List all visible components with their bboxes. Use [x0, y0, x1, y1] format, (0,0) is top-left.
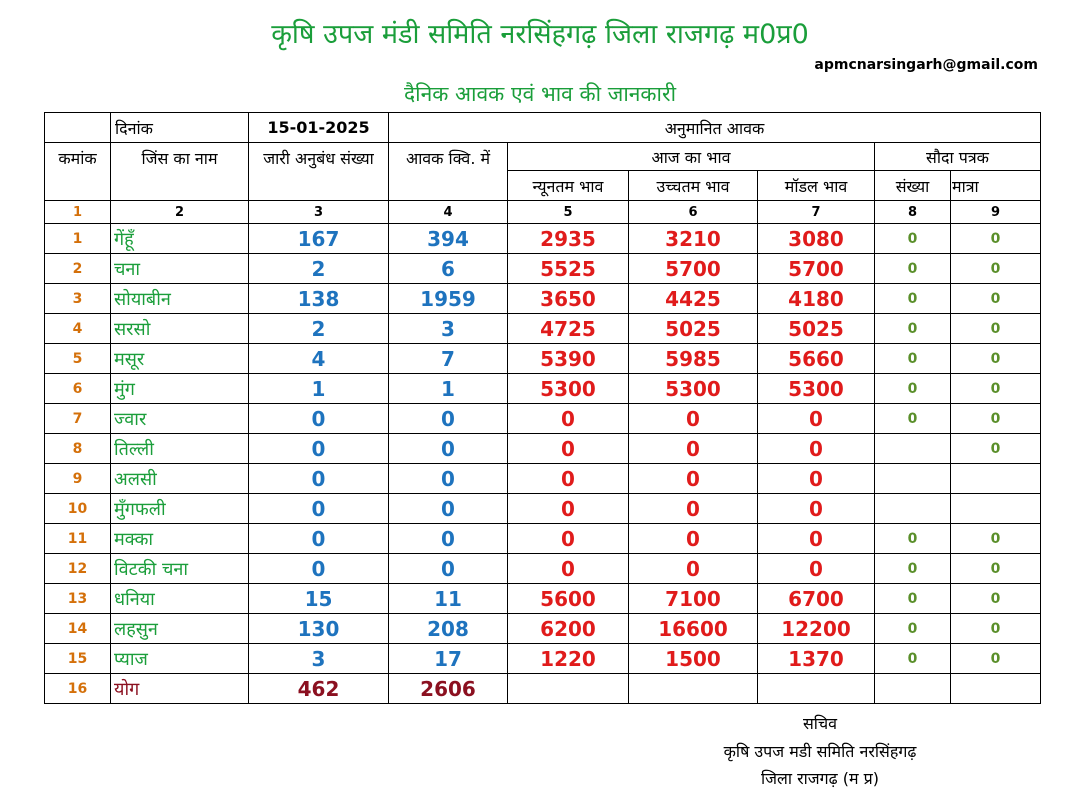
min-price-cell: 2935 [508, 224, 629, 254]
modal-price-cell: 6700 [758, 584, 875, 614]
table-row [45, 554, 1041, 584]
contracts-cell: 0 [249, 524, 389, 554]
table-row [45, 314, 1041, 344]
serial-cell: 12 [45, 554, 111, 584]
modal-price-cell: 0 [758, 494, 875, 524]
footer-designation: सचिव [802, 714, 838, 733]
total-contracts-cell: 462 [249, 674, 389, 704]
serial-cell: 15 [45, 644, 111, 674]
min-price-header: न्यूनतम भाव [508, 171, 629, 201]
commodity-name-cell: लहसुन [111, 614, 249, 644]
contracts-cell: 1 [249, 374, 389, 404]
contracts-cell: 138 [249, 284, 389, 314]
min-price-cell: 1220 [508, 644, 629, 674]
max-price-cell: 5300 [629, 374, 758, 404]
date-value: 15-01-2025 [249, 113, 389, 143]
modal-price-cell: 4180 [758, 284, 875, 314]
header-row-columns [45, 143, 1041, 171]
column-number: 5 [508, 201, 629, 224]
table-row [45, 254, 1041, 284]
arrival-cell: 1 [389, 374, 508, 404]
contracts-header: जारी अनुबंध संख्या [249, 143, 389, 201]
email-address: apmcnarsingarh@gmail.com [814, 57, 1038, 73]
commodity-name-cell: धनिया [111, 584, 249, 614]
deal-count-cell: 0 [875, 584, 951, 614]
deal-quantity-cell: 0 [951, 374, 1041, 404]
total-row [45, 674, 1041, 704]
modal-price-cell: 0 [758, 524, 875, 554]
arrival-cell: 3 [389, 314, 508, 344]
modal-price-cell: 1370 [758, 644, 875, 674]
column-number: 1 [45, 201, 111, 224]
deal-quantity-cell: 0 [951, 554, 1041, 584]
deal-quantity-cell [951, 494, 1041, 524]
commodity-name-cell: मुंग [111, 374, 249, 404]
min-price-cell: 0 [508, 404, 629, 434]
arrival-cell: 0 [389, 404, 508, 434]
deal-quantity-cell [951, 464, 1041, 494]
serial-header: कमांक [45, 143, 111, 201]
column-number-row [45, 201, 1041, 224]
commodity-name-cell: मक्का [111, 524, 249, 554]
deal-count-cell: 0 [875, 524, 951, 554]
arrival-cell: 1959 [389, 284, 508, 314]
contracts-cell: 4 [249, 344, 389, 374]
contracts-cell: 167 [249, 224, 389, 254]
date-label: दिनांक [111, 113, 249, 143]
contracts-cell: 0 [249, 464, 389, 494]
commodity-name-cell: ज्वार [111, 404, 249, 434]
commodity-name-cell: मसूर [111, 344, 249, 374]
serial-cell: 3 [45, 284, 111, 314]
quantity-header: मात्रा [951, 171, 1041, 201]
max-price-cell: 0 [629, 464, 758, 494]
contracts-cell: 2 [249, 314, 389, 344]
commodity-name-cell: सोयाबीन [111, 284, 249, 314]
serial-cell: 2 [45, 254, 111, 284]
max-price-cell: 0 [629, 434, 758, 464]
deal-quantity-cell: 0 [951, 434, 1041, 464]
deal-count-cell: 0 [875, 644, 951, 674]
min-price-cell: 6200 [508, 614, 629, 644]
max-price-cell: 3210 [629, 224, 758, 254]
max-price-cell: 5985 [629, 344, 758, 374]
deal-count-cell [875, 494, 951, 524]
page-title: कृषि उपज मंडी समिति नरसिंहगढ़ जिला राजगढ़ म0प्र0 [271, 19, 809, 50]
max-price-cell: 0 [629, 494, 758, 524]
commodity-name-cell: तिल्ली [111, 434, 249, 464]
deal-quantity-cell: 0 [951, 524, 1041, 554]
modal-price-cell: 0 [758, 464, 875, 494]
column-number: 9 [951, 201, 1041, 224]
modal-price-cell: 12200 [758, 614, 875, 644]
deal-quantity-cell: 0 [951, 404, 1041, 434]
min-price-cell: 5600 [508, 584, 629, 614]
deal-quantity-cell: 0 [951, 284, 1041, 314]
modal-price-cell: 5660 [758, 344, 875, 374]
arrival-cell: 0 [389, 554, 508, 584]
deal-count-cell: 0 [875, 284, 951, 314]
deal-count-cell: 0 [875, 374, 951, 404]
arrival-cell: 11 [389, 584, 508, 614]
table-row [45, 434, 1041, 464]
footer-organization: कृषि उपज मडी समिति नरसिंहगढ़ [723, 742, 917, 761]
today-price-header: आज का भाव [508, 143, 875, 171]
min-price-cell: 3650 [508, 284, 629, 314]
serial-cell: 1 [45, 224, 111, 254]
modal-price-header: मॉडल भाव [758, 171, 875, 201]
modal-price-cell: 5025 [758, 314, 875, 344]
column-number: 4 [389, 201, 508, 224]
arrival-cell: 208 [389, 614, 508, 644]
max-price-header: उच्चतम भाव [629, 171, 758, 201]
serial-cell: 7 [45, 404, 111, 434]
min-price-cell: 0 [508, 524, 629, 554]
contracts-cell: 2 [249, 254, 389, 284]
max-price-cell: 5025 [629, 314, 758, 344]
table-row [45, 584, 1041, 614]
column-number: 3 [249, 201, 389, 224]
footer-district: जिला राजगढ़ (म प्र) [761, 769, 879, 788]
max-price-cell: 0 [629, 554, 758, 584]
commodity-name-cell: चना [111, 254, 249, 284]
deal-count-cell: 0 [875, 554, 951, 584]
arrival-cell: 0 [389, 524, 508, 554]
deal-count-cell: 0 [875, 344, 951, 374]
deal-quantity-cell: 0 [951, 254, 1041, 284]
serial-cell: 11 [45, 524, 111, 554]
header-row-date [45, 113, 1041, 143]
total-arrival-cell: 2606 [389, 674, 508, 704]
modal-price-cell: 0 [758, 404, 875, 434]
modal-price-cell: 0 [758, 434, 875, 464]
modal-price-cell: 0 [758, 554, 875, 584]
table-row [45, 284, 1041, 314]
estimated-arrival-header: अनुमानित आवक [389, 113, 1041, 143]
contracts-cell: 3 [249, 644, 389, 674]
min-price-cell: 0 [508, 494, 629, 524]
table-row [45, 614, 1041, 644]
deal-quantity-cell: 0 [951, 644, 1041, 674]
header-blank-cell [45, 113, 111, 143]
max-price-cell: 5700 [629, 254, 758, 284]
column-number: 8 [875, 201, 951, 224]
column-number: 2 [111, 201, 249, 224]
min-price-cell: 5525 [508, 254, 629, 284]
serial-cell: 6 [45, 374, 111, 404]
max-price-cell: 7100 [629, 584, 758, 614]
commodity-name-cell: गेंहूँ [111, 224, 249, 254]
deal-quantity-cell: 0 [951, 344, 1041, 374]
min-price-cell: 5390 [508, 344, 629, 374]
serial-cell: 13 [45, 584, 111, 614]
table-row [45, 494, 1041, 524]
serial-cell: 10 [45, 494, 111, 524]
arrival-cell: 394 [389, 224, 508, 254]
contracts-cell: 0 [249, 494, 389, 524]
modal-price-cell: 5300 [758, 374, 875, 404]
column-number: 7 [758, 201, 875, 224]
min-price-cell: 0 [508, 554, 629, 584]
serial-cell: 5 [45, 344, 111, 374]
table-row [45, 644, 1041, 674]
contracts-cell: 0 [249, 404, 389, 434]
total-label-cell: योग [111, 674, 249, 704]
deal-count-cell: 0 [875, 224, 951, 254]
deal-count-cell [875, 464, 951, 494]
arrival-cell: 17 [389, 644, 508, 674]
total-empty-cell [758, 674, 875, 704]
table-row [45, 524, 1041, 554]
deal-sheet-header: सौदा पत्रक [875, 143, 1041, 171]
column-number: 6 [629, 201, 758, 224]
total-empty-cell [951, 674, 1041, 704]
deal-quantity-cell: 0 [951, 584, 1041, 614]
arrival-cell: 0 [389, 464, 508, 494]
arrival-cell: 6 [389, 254, 508, 284]
deal-quantity-cell: 0 [951, 224, 1041, 254]
table-row [45, 404, 1041, 434]
deal-count-cell: 0 [875, 314, 951, 344]
page-subtitle: दैनिक आवक एवं भाव की जानकारी [403, 82, 677, 106]
table-row [45, 464, 1041, 494]
table-row [45, 374, 1041, 404]
arrival-cell: 0 [389, 434, 508, 464]
commodity-header: जिंस का नाम [111, 143, 249, 201]
total-serial-cell: 16 [45, 674, 111, 704]
table-row [45, 224, 1041, 254]
serial-cell: 8 [45, 434, 111, 464]
table-body [45, 113, 1041, 704]
contracts-cell: 15 [249, 584, 389, 614]
max-price-cell: 1500 [629, 644, 758, 674]
commodity-name-cell: सरसो [111, 314, 249, 344]
max-price-cell: 4425 [629, 284, 758, 314]
serial-cell: 9 [45, 464, 111, 494]
arrival-cell: 7 [389, 344, 508, 374]
table-row [45, 344, 1041, 374]
max-price-cell: 0 [629, 524, 758, 554]
total-empty-cell [508, 674, 629, 704]
max-price-cell: 16600 [629, 614, 758, 644]
contracts-cell: 130 [249, 614, 389, 644]
min-price-cell: 4725 [508, 314, 629, 344]
total-empty-cell [629, 674, 758, 704]
commodity-name-cell: प्याज [111, 644, 249, 674]
contracts-cell: 0 [249, 434, 389, 464]
arrival-header: आवक क्वि. में [389, 143, 508, 201]
commodity-name-cell: अलसी [111, 464, 249, 494]
commodity-name-cell: मुँगफली [111, 494, 249, 524]
serial-cell: 4 [45, 314, 111, 344]
deal-count-cell: 0 [875, 254, 951, 284]
modal-price-cell: 3080 [758, 224, 875, 254]
serial-cell: 14 [45, 614, 111, 644]
min-price-cell: 0 [508, 434, 629, 464]
commodity-name-cell: विटकी चना [111, 554, 249, 584]
arrival-cell: 0 [389, 494, 508, 524]
deal-count-cell: 0 [875, 614, 951, 644]
modal-price-cell: 5700 [758, 254, 875, 284]
deal-quantity-cell: 0 [951, 314, 1041, 344]
total-empty-cell [875, 674, 951, 704]
max-price-cell: 0 [629, 404, 758, 434]
contracts-cell: 0 [249, 554, 389, 584]
min-price-cell: 0 [508, 464, 629, 494]
count-header: संख्या [875, 171, 951, 201]
deal-quantity-cell: 0 [951, 614, 1041, 644]
min-price-cell: 5300 [508, 374, 629, 404]
mandi-rate-table [44, 112, 1041, 704]
deal-count-cell [875, 434, 951, 464]
deal-count-cell: 0 [875, 404, 951, 434]
